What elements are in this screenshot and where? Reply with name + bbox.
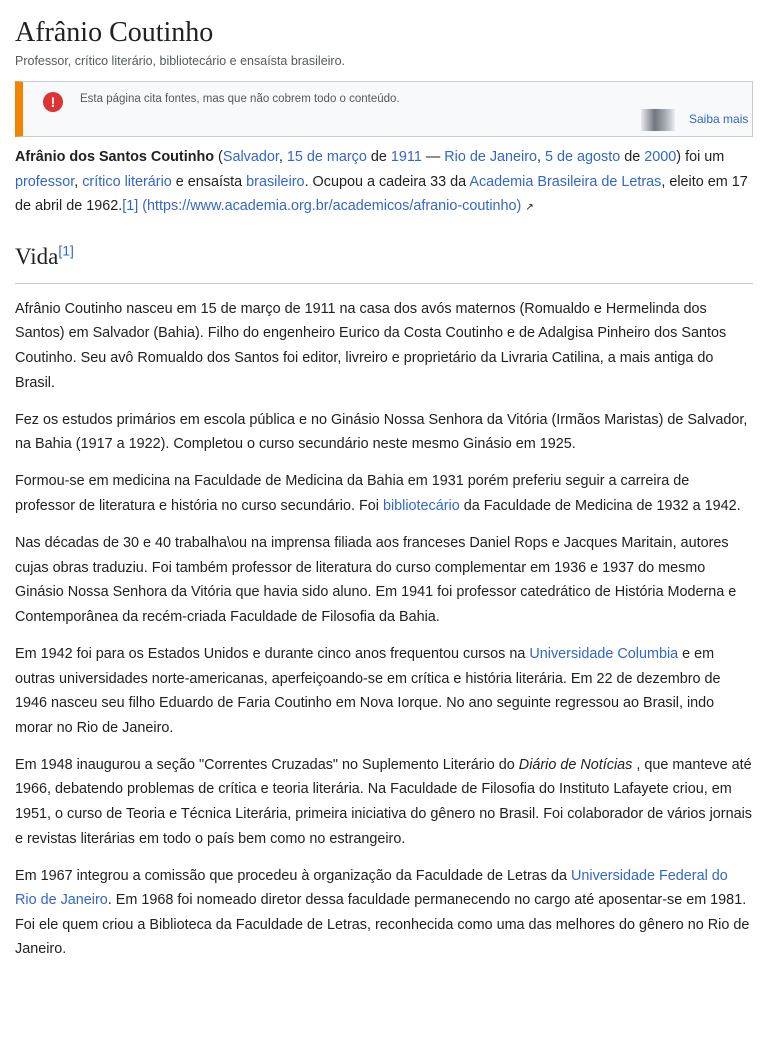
external-url-link[interactable]: (https://www.academia.org.br/academicos/afranio-coutinho) <box>142 198 522 215</box>
paragraph-text: Em 1948 inaugurou a seção "Correntes Cruzadas" no Suplemento Literário do <box>15 756 519 773</box>
lead-text: , <box>74 173 83 190</box>
lead-text: , eleito em 17 de abril de 1962. <box>15 173 748 215</box>
lead-name: Afrânio dos Santos Coutinho <box>15 149 215 165</box>
exclamation-icon: ! <box>43 92 63 112</box>
notice-text: Esta página cita fontes, mas que não cobrem todo o conteúdo. <box>80 93 400 105</box>
lead-text: , <box>278 149 287 165</box>
paragraph-text: da Faculdade de Medicina de 1932 a 1942. <box>459 497 741 514</box>
paragraph-2: Fez os estudos primários em escola pública e no Ginásio Nossa Senhora da Vitória (Irmãos Maristas) de Salvador, na Bahia (1917 a 1922). Completou o curso secundário neste mesmo Ginásio em 1925. <box>15 411 748 453</box>
lead-text: ( <box>214 149 223 165</box>
lead-text: ) foi um <box>676 149 725 165</box>
paragraph-5 <box>15 642 753 740</box>
paragraph-6 <box>15 753 753 851</box>
ref-link[interactable]: [1] <box>122 198 139 215</box>
link-birth-day[interactable]: 15 de março <box>286 149 367 165</box>
section-title: Vida <box>15 243 59 269</box>
lead-text: , <box>537 149 546 165</box>
paragraph-text: , que manteve até 1966, debatendo problemas de crítica e teoria literária. Na Faculdade de Filosofia do Instituto Lafayete criou, em 1951, o curso de Teoria e Técnica Literária, primeira iniciativa do gênero no Brasil. Foi colaborador de vários jornais e revistas literárias em todo o país bem como no estrangeiro. <box>15 756 752 847</box>
section-ref-link[interactable]: [1] <box>58 242 74 259</box>
newspaper-title: Diário de Notícias <box>518 756 633 773</box>
external-link-icon: ↗ <box>525 202 534 214</box>
paragraph-7 <box>15 864 753 962</box>
notice-more-link[interactable]: Saiba mais <box>689 112 749 126</box>
article <box>0 17 768 962</box>
paragraph-1: Afrânio Coutinho nasceu em 15 de março de 1911 na casa dos avós maternos (Romualdo e Hermelinda dos Santos) em Salvador (Bahia). Filho do engenheiro Eurico da Costa Coutinho e de Adalgisa Pinheiro dos Santos Coutinho. Seu avô Romualdo dos Santos foi editor, livreiro e proprietário da Livraria Catilina, a mais antiga do Brasil. <box>15 300 727 391</box>
lead-paragraph <box>15 145 753 221</box>
paragraph-text: Em 1942 foi para os Estados Unidos e durante cinco anos frequentou cursos na <box>15 645 530 662</box>
paragraph-3 <box>15 469 753 518</box>
paragraph-text: Formou-se em medicina na Faculdade de Medicina da Bahia em 1931 porém preferiu seguir a carreira de professor de literatura e história no curso secundário. Foi <box>15 473 690 514</box>
page-title: Afrânio Coutinho <box>15 17 214 48</box>
lead-text: — <box>421 149 445 165</box>
link-death-day[interactable]: 5 de agosto <box>545 149 621 165</box>
paragraph-4: Nas décadas de 30 e 40 trabalha\ou na imprensa filiada aos franceses Daniel Rops e Jacques Maritain, autores cujas obras traduziu. Foi também professor de literatura do curso complementar em 1936 e 1937 do mesmo Ginásio Nossa Senhora da Vitória que havia sido aluno. Em 1941 foi professor catedrático de História Moderna e Contemporânea da recém-criada Faculdade de Filosofia da Bahia. <box>15 535 737 625</box>
paragraph-text: . Em 1968 foi nomeado diretor dessa faculdade permanecendo no cargo até aposentar-se em 1981. Foi ele quem criou a Biblioteca da Faculdade de Letras, reconhecida como uma das melhores do gênero no Rio de Janeiro. <box>15 892 750 958</box>
link-critico[interactable]: crítico literário <box>82 173 172 190</box>
link-columbia[interactable]: Universidade Columbia <box>529 645 679 662</box>
page-subtitle: Professor, crítico literário, bibliotecário e ensaísta brasileiro. <box>15 54 346 68</box>
link-salvador[interactable]: Salvador <box>222 149 279 165</box>
lead-text: de <box>620 149 645 165</box>
link-death-year[interactable]: 2000 <box>644 149 677 165</box>
link-birth-year[interactable]: 1911 <box>390 149 422 165</box>
lead-text: de <box>366 149 391 165</box>
notice-toggle-icon[interactable] <box>641 109 675 131</box>
link-brasileiro[interactable]: brasileiro <box>246 173 305 190</box>
section-heading-vida <box>15 243 753 284</box>
link-rio[interactable]: Rio de Janeiro <box>444 149 538 165</box>
link-abl[interactable]: Academia Brasileira de Letras <box>469 173 662 190</box>
lead-text: . Ocupou a cadeira 33 da <box>304 173 470 190</box>
paragraph-text: Em 1967 integrou a comissão que procedeu à organização da Faculdade de Letras da <box>15 867 572 884</box>
link-ufrj[interactable]: Universidade Federal do Rio de Janeiro <box>15 867 728 909</box>
paragraph-text: e em outras universidades norte-americanas, aperfeiçoando-se em crítica e história literária. Em 22 de dezembro de 1946 nasceu seu filho Eduardo de Faria Coutinho em Nova Iorque. No ano seguinte regressou ao Brasil, indo morar no Rio de Janeiro. <box>15 645 721 736</box>
citation-notice <box>15 81 753 137</box>
link-bibliotecario[interactable]: bibliotecário <box>382 497 460 514</box>
lead-text: e ensaísta <box>171 173 247 190</box>
link-professor[interactable]: professor <box>15 173 75 190</box>
